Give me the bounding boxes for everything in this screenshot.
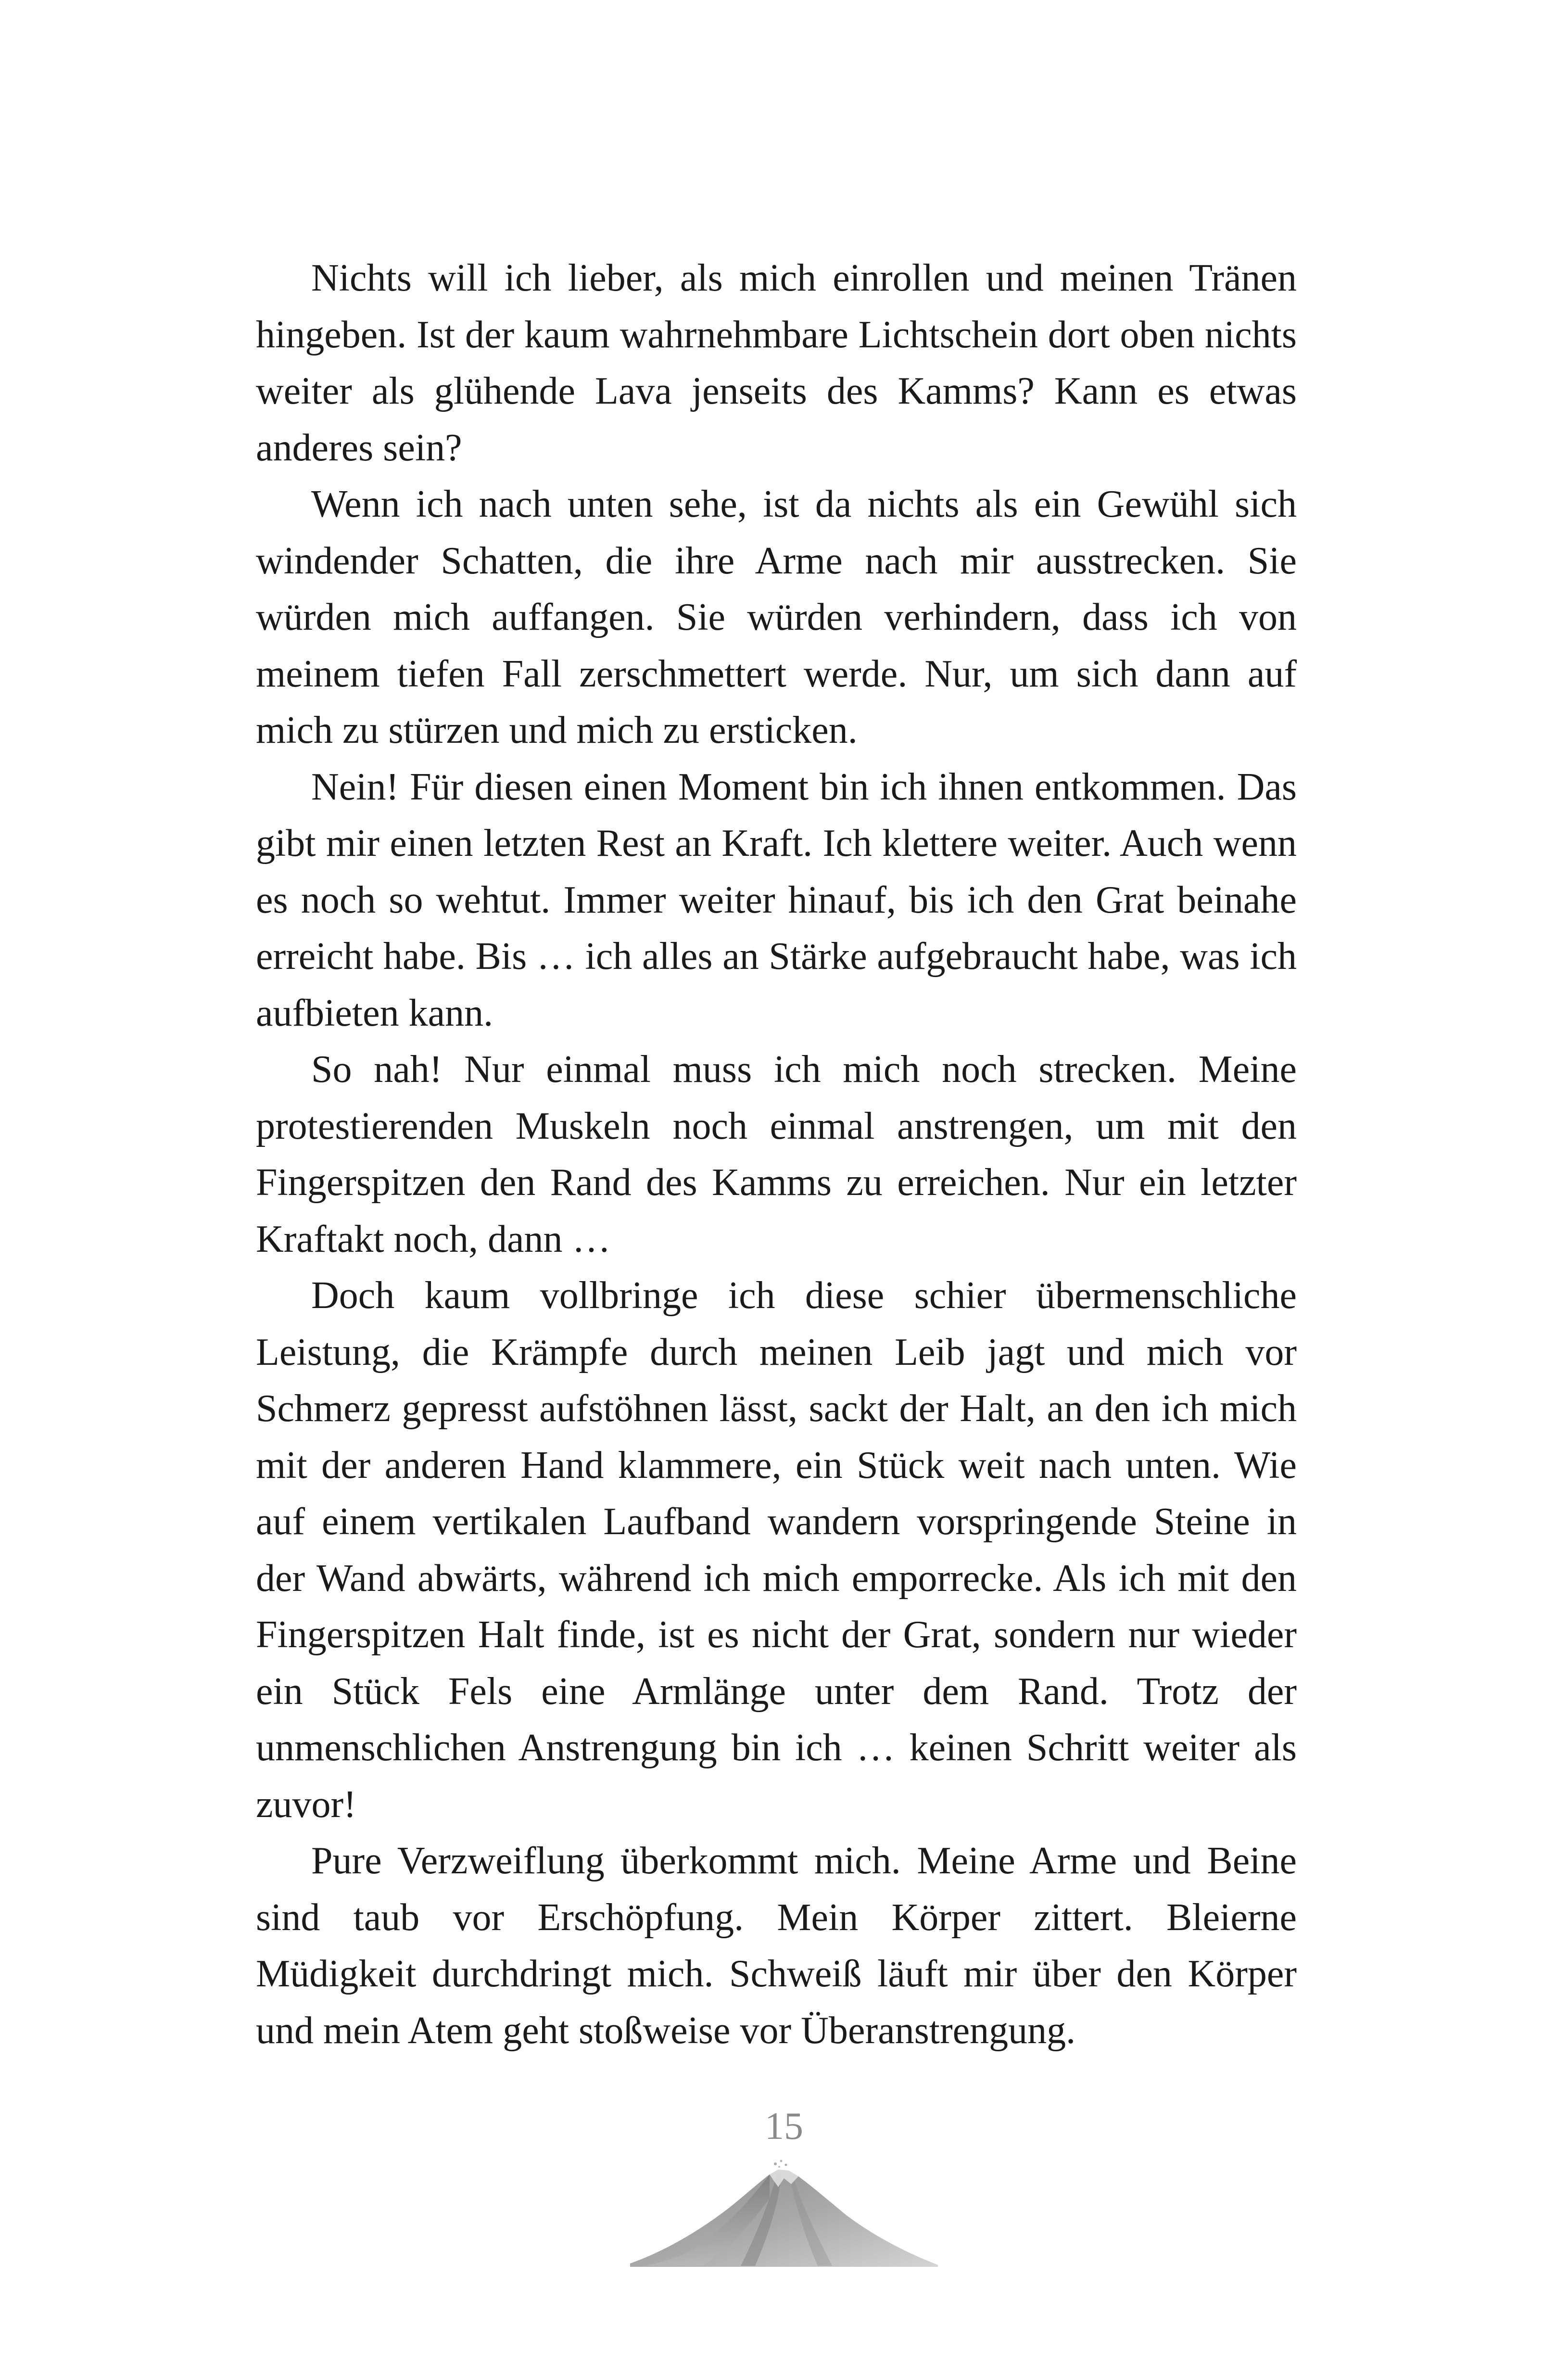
paragraph: Wenn ich nach unten sehe, ist da nichts als ein Gewühl sich windender Schatten, die ihre Arme nach mir ausstrecken. Sie würden mich auffangen. Sie würden verhindern, dass ich von meinem tiefen Fall zerschmettert werde. Nur, um sich dann auf mich zu stürzen und mich zu ersticken. <box>256 483 1297 751</box>
paragraph: Nein! Für diesen einen Moment bin ich ihnen entkommen. Das gibt mir einen letzten Rest an Kraft. Ich klettere weiter. Auch wenn es noch so wehtut. Immer weiter hinauf, bis ich den Grat beinahe erreicht habe. Bis … ich alles an Stärke aufgebraucht habe, was ich aufbieten kann. <box>256 765 1297 1034</box>
mountain-icon <box>625 2155 943 2271</box>
body-text <box>256 250 1297 2059</box>
page-number: 15 <box>765 2105 803 2148</box>
paragraph: Nichts will ich lieber, als mich einrollen und meinen Tränen hingeben. Ist der kaum wahrnehmbare Lichtschein dort oben nichts weiter als glühende Lava jenseits des Kamms? Kann es etwas anderes sein? <box>256 257 1297 469</box>
paragraph: So nah! Nur einmal muss ich mich noch strecken. Meine protestierenden Muskeln noch einmal anstrengen, um mit den Fingerspitzen den Rand des Kamms zu erreichen. Nur ein letzter Kraftakt noch, dann … <box>256 1048 1297 1260</box>
paragraph: Doch kaum vollbringe ich diese schier übermenschliche Leistung, die Krämpfe durch meinen Leib jagt und mich vor Schmerz gepresst aufstöhnen lässt, sackt der Halt, an den ich mich mit der anderen Hand klammere, ein Stück weit nach unten. Wie auf einem vertikalen Laufband wandern vorspringende Steine in der Wand abwärts, während ich mich emporrecke. Als ich mit den Fingerspitzen Halt finde, ist es nicht der Grat, sondern nur wieder ein Stück Fels eine Armlänge unter dem Rand. Trotz der unmenschlichen Anstrengung bin ich … keinen Schritt weiter als zuvor! <box>256 1274 1297 1826</box>
paragraph: Pure Verzweiflung überkommt mich. Meine Arme und Beine sind taub vor Erschöpfung. Mein Körper zittert. Bleierne Müdigkeit durchdringt mich. Schweiß läuft mir über den Körper und mein Atem geht stoßweise vor Überanstrengung. <box>256 1840 1297 2052</box>
